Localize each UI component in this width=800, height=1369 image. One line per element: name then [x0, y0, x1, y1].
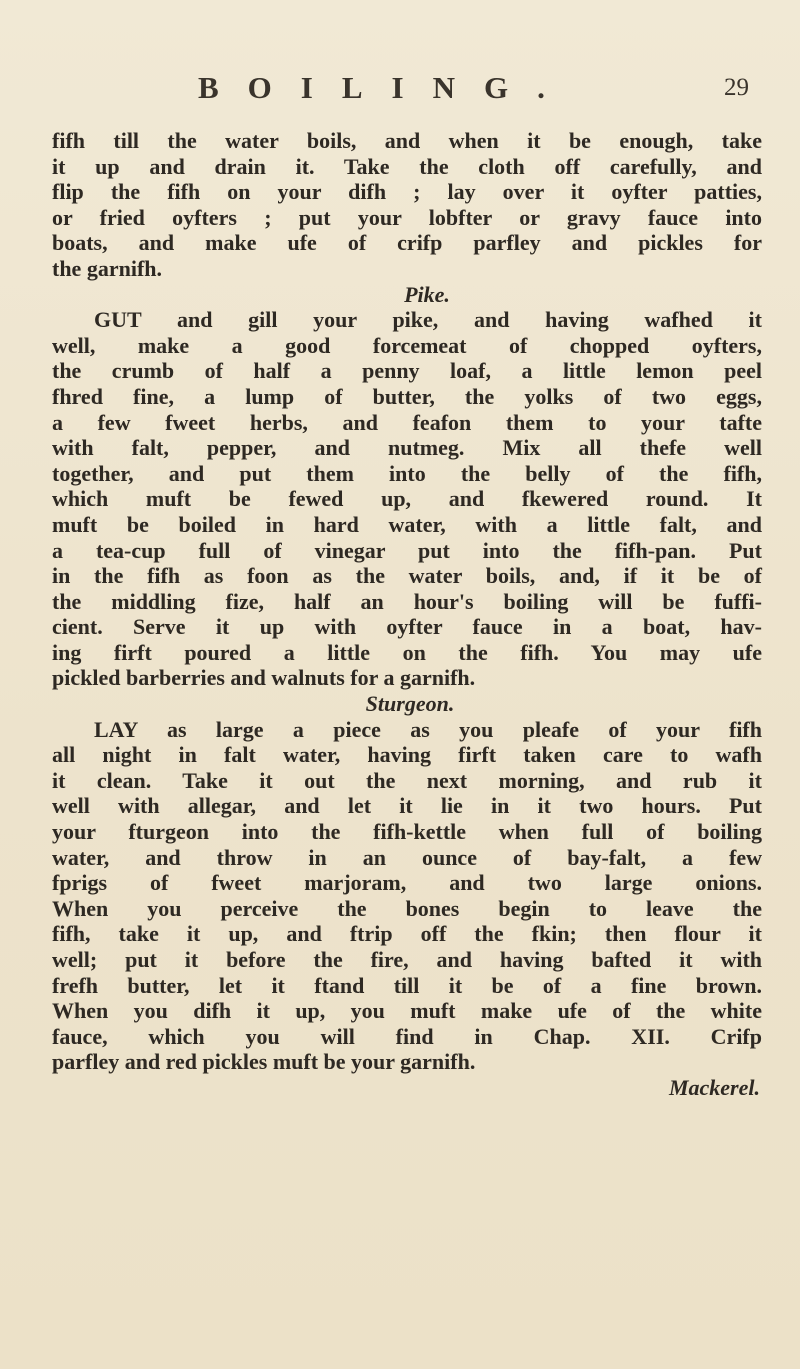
text-line: water, and throw in an ounce of bay-falt, a few — [52, 844, 762, 870]
running-title: BOILING. — [198, 70, 574, 105]
catchword: Mackerel. — [668, 1074, 760, 1100]
continuation-paragraph — [52, 128, 762, 282]
text-line: pickled barberries and walnuts for a garnifh. — [52, 665, 476, 691]
page-number: 29 — [724, 74, 749, 101]
text-line: the garnifh. — [52, 255, 162, 281]
text-line: parfley and red pickles muft be your garnifh. — [52, 1049, 476, 1075]
text-line: a tea-cup full of vinegar put into the fifh-pan. Put — [52, 537, 762, 563]
text-line: it clean. Take it out the next morning, and rub it — [52, 767, 762, 793]
section-heading-sturgeon: Sturgeon. — [365, 691, 455, 717]
text-line: fprigs of fweet marjoram, and two large onions. — [52, 870, 762, 896]
text-line: well, make a good forcemeat of chopped oyfters, — [52, 332, 762, 358]
text-line: or fried oyfters ; put your lobfter or gravy fauce into — [52, 204, 762, 230]
sturgeon-paragraph — [52, 717, 762, 1075]
text-line: fifh till the water boils, and when it be enough, take — [52, 128, 762, 153]
text-line: your fturgeon into the fifh-kettle when full of boiling — [52, 819, 762, 845]
text-line: with falt, pepper, and nutmeg. Mix all thefe well — [52, 435, 762, 461]
text-line: in the fifh as foon as the water boils, and, if it be of — [52, 563, 762, 589]
text-line: fauce, which you will find in Chap. XII. Crifp — [52, 1023, 762, 1049]
text-line: LAY as large a piece as you pleafe of your fifh — [94, 716, 762, 742]
text-line: a few fweet herbs, and feafon them to your tafte — [52, 409, 762, 435]
text-line: When you difh it up, you muft make ufe of the white — [52, 998, 762, 1024]
page-body — [52, 128, 762, 1101]
text-line: frefh butter, let it ftand till it be of a fine brown. — [52, 972, 762, 998]
pike-paragraph — [52, 307, 762, 691]
text-line: the crumb of half a penny loaf, a little lemon peel — [52, 358, 762, 384]
text-line: boats, and make ufe of crifp parfley and pickles for — [52, 230, 762, 256]
text-line: GUT and gill your pike, and having wafhed it — [94, 307, 762, 333]
text-line: together, and put them into the belly of the fifh, — [52, 460, 762, 486]
text-line: muft be boiled in hard water, with a little falt, and — [52, 511, 762, 537]
text-line: When you perceive the bones begin to leave the — [52, 895, 762, 921]
text-line: cient. Serve it up with oyfter fauce in a boat, hav- — [52, 614, 762, 640]
text-line: well; put it before the fire, and having bafted it with — [52, 947, 762, 972]
text-line: which muft be fewed up, and fkewered round. It — [52, 486, 762, 512]
text-line: fhred fine, a lump of butter, the yolks of two eggs, — [52, 383, 762, 409]
text-line: ing firft poured a little on the fifh. You may ufe — [52, 639, 762, 665]
text-line: fifh, take it up, and ftrip off the fkin; then flour it — [52, 921, 762, 947]
section-heading-pike: Pike. — [404, 281, 450, 307]
text-line: the middling fize, half an hour's boiling will be fuffi- — [52, 588, 762, 614]
text-line: it up and drain it. Take the cloth off carefully, and — [52, 153, 762, 179]
text-line: all night in falt water, having firft taken care to wafh — [52, 742, 762, 768]
text-line: flip the fifh on your difh ; lay over it oyfter patties, — [52, 179, 762, 205]
page-header — [0, 70, 800, 110]
text-line: well with allegar, and let it lie in it two hours. Put — [52, 793, 762, 819]
